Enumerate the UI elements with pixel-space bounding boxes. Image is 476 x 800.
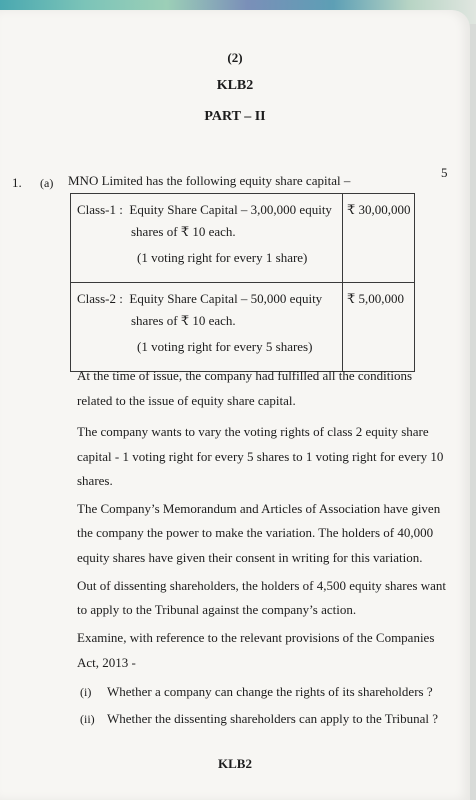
amount-value: ₹ 5,00,000: [347, 291, 405, 306]
subquestion-text: Whether the dissenting shareholders can apply to the Tribunal ?: [107, 711, 439, 726]
paragraph-line: Out of dissenting shareholders, the holders of 4,500 equity shares want: [77, 578, 446, 593]
question-intro: MNO Limited has the following equity share capital –: [68, 173, 351, 188]
paragraph-line: At the time of issue, the company had fulfilled all the conditions: [77, 368, 413, 383]
table-cell-description: [71, 194, 343, 283]
table-cell-amount: [343, 194, 415, 283]
subquestion-text: Whether a company can change the rights of its shareholders ?: [107, 684, 433, 699]
share-detail: shares of ₹ 10 each.: [131, 224, 236, 239]
share-detail: shares of ₹ 10 each.: [131, 313, 236, 328]
paragraph-line: The company wants to vary the voting rights of class 2 equity share: [77, 424, 429, 439]
part-heading: PART – II: [204, 109, 266, 124]
page-number: (2): [227, 50, 243, 65]
table-cell-description: [71, 283, 343, 372]
table-row: [71, 283, 415, 372]
paragraph-line: equity shares have given their consent in writing for this variation.: [77, 550, 423, 565]
table-row: [71, 194, 415, 283]
question-part-label: (a): [40, 176, 54, 190]
marks: 5: [441, 165, 448, 180]
capital-description: Equity Share Capital – 50,000 equity: [129, 291, 323, 306]
exam-page: [0, 10, 470, 800]
share-capital-table: [70, 193, 415, 372]
paragraph-line: shares.: [77, 473, 113, 488]
paragraph-line: Act, 2013 -: [77, 655, 136, 670]
paper-code: KLB2: [216, 78, 254, 93]
voting-right-note: (1 voting right for every 1 share): [137, 250, 308, 265]
class-label: Class-2 :: [77, 291, 123, 306]
paragraph-line: capital - 1 voting right for every 5 shares to 1 voting right for every 10: [77, 449, 444, 464]
paragraph-line: The Company’s Memorandum and Articles of Association have given: [77, 501, 441, 516]
paragraph-line: the company the power to make the variation. The holders of 40,000: [77, 525, 434, 540]
paragraph-line: related to the issue of equity share capital.: [77, 393, 296, 408]
capital-description: Equity Share Capital – 3,00,000 equity: [129, 202, 332, 217]
paragraph-line: Examine, with reference to the relevant provisions of the Companies: [77, 630, 435, 645]
class-label: Class-1 :: [77, 202, 123, 217]
footer-code: KLB2: [218, 756, 252, 771]
table-cell-amount: [343, 283, 415, 372]
paragraph-line: to apply to the Tribunal against the company’s action.: [77, 602, 357, 617]
amount-value: ₹ 30,00,000: [347, 202, 411, 217]
subquestion-label: (i): [80, 685, 92, 699]
subquestion-label: (ii): [80, 712, 95, 726]
voting-right-note: (1 voting right for every 5 shares): [137, 339, 313, 354]
question-number: 1.: [12, 175, 22, 190]
